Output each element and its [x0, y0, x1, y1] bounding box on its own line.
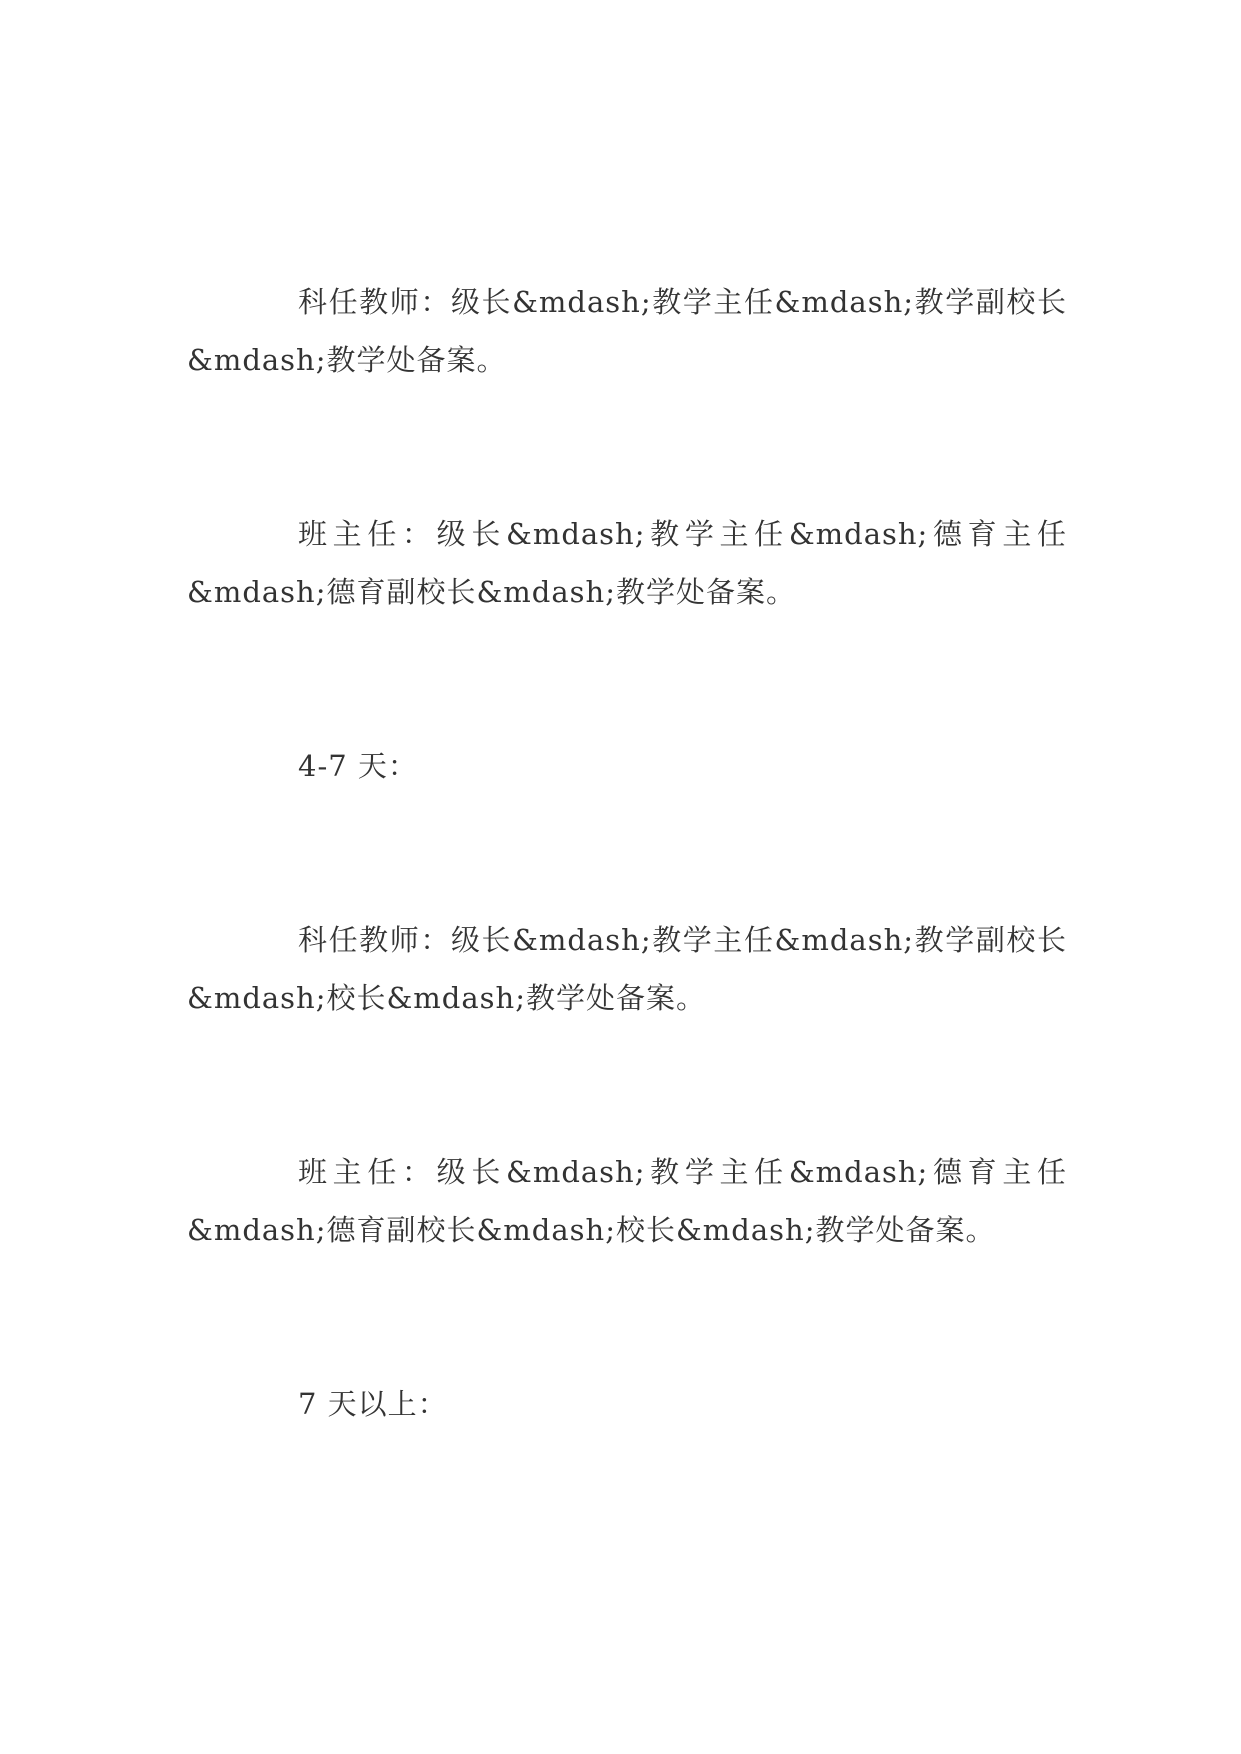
paragraph-4-line-2: &mdash;校长&mdash;教学处备案。 — [187, 981, 706, 1015]
paragraph-2-line-1: 班主任：级长&mdash;教学主任&mdash;德育主任 — [298, 517, 1067, 551]
paragraph-4-line-1: 科任教师：级长&mdash;教学主任&mdash;教学副校长 — [298, 923, 1067, 957]
paragraph-1-line-1: 科任教师：级长&mdash;教学主任&mdash;教学副校长 — [298, 285, 1067, 319]
paragraph-5-line-2: &mdash;德育副校长&mdash;校长&mdash;教学处备案。 — [187, 1213, 996, 1247]
paragraph-3-heading: 4-7 天： — [298, 749, 418, 783]
paragraph-5-line-1: 班主任：级长&mdash;教学主任&mdash;德育主任 — [298, 1155, 1067, 1189]
paragraph-1-line-2: &mdash;教学处备案。 — [187, 343, 507, 377]
paragraph-2-line-2: &mdash;德育副校长&mdash;教学处备案。 — [187, 575, 796, 609]
paragraph-6-heading: 7 天以上： — [298, 1387, 448, 1421]
